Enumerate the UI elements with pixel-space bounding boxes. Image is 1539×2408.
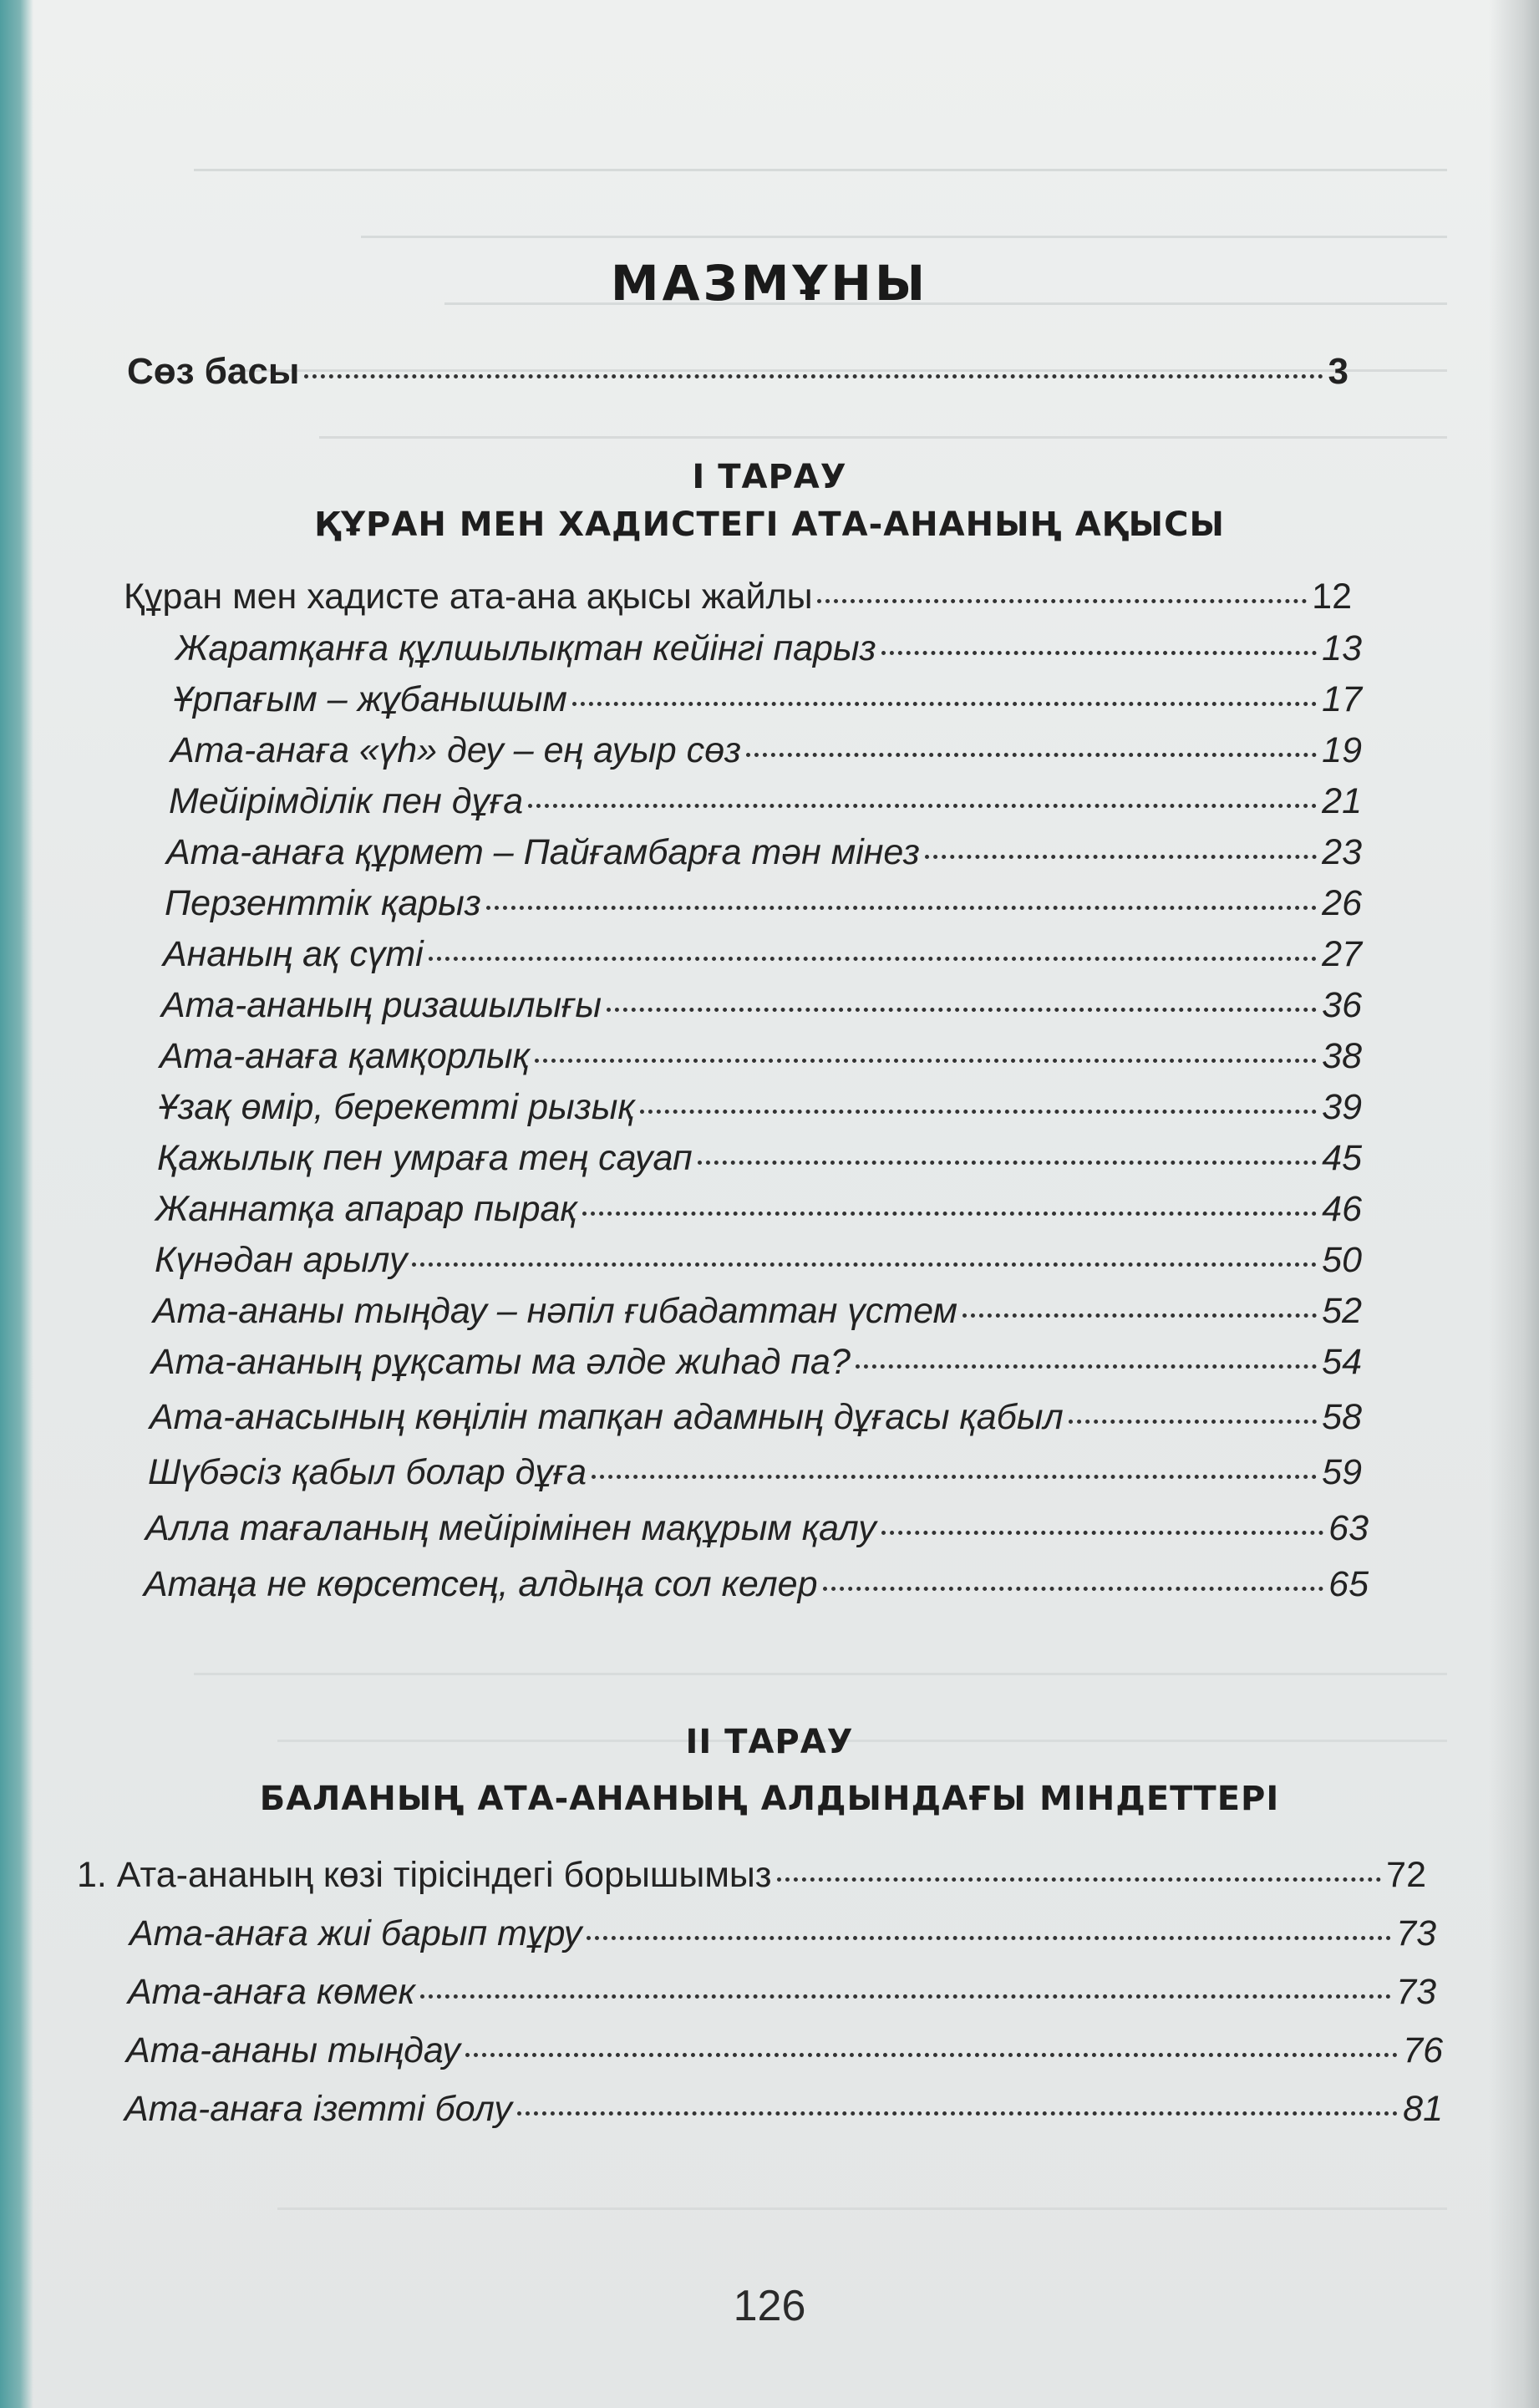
toc-entry-label: Ата-анаға ізетті болу (124, 2089, 512, 2129)
toc-entry[interactable] (124, 2089, 1443, 2130)
dot-leader (746, 753, 1317, 757)
toc-entry-label: Ата-ананы тыңдау (126, 2030, 460, 2070)
toc-entry-label: Ата-ананың ризашылығы (161, 985, 602, 1025)
toc-entry-page: 46 (1322, 1189, 1362, 1229)
dot-leader (465, 2053, 1398, 2057)
dot-leader (587, 1936, 1391, 1940)
toc-entry-label: Мейірімділік пен дұға (169, 781, 524, 821)
chapter-1-label: I ТАРАУ (692, 458, 847, 496)
toc-entry-intro[interactable] (127, 351, 1349, 393)
toc-entry-page: 59 (1322, 1452, 1362, 1492)
toc-entry-label: Жаннатқа апарар пырақ (155, 1189, 577, 1229)
toc-entry-label: Перзенттік қарыз (165, 883, 481, 923)
dot-leader (517, 2111, 1398, 2116)
toc-entry-label: Қажылық пен умраға тең сауап (157, 1138, 693, 1178)
toc-entry-label: Ата-анаға «үһ» деу – ең ауыр сөз (170, 730, 742, 770)
dot-leader (1069, 1420, 1317, 1424)
toc-entry-page: 65 (1328, 1564, 1369, 1604)
dot-leader (412, 1262, 1317, 1267)
toc-entry[interactable] (155, 1189, 1362, 1230)
toc-entry-label: Құран мен хадисте ата-ана ақысы жайлы (124, 577, 813, 617)
dot-leader (925, 855, 1317, 859)
toc-entry-label: Ананың ақ сүті (163, 934, 424, 974)
toc-entry[interactable] (126, 2030, 1443, 2071)
toc-entry-page: 73 (1396, 1913, 1436, 1953)
toc-entry[interactable] (155, 1240, 1362, 1281)
toc-entry-page: 36 (1322, 985, 1362, 1025)
toc-section[interactable] (77, 1855, 1426, 1896)
toc-entry-page: 52 (1322, 1291, 1362, 1331)
toc-entry[interactable] (158, 1087, 1362, 1128)
toc-entry[interactable] (161, 985, 1362, 1026)
chapter-2-heading: БАЛАНЫҢ АТА-АНАНЫҢ АЛДЫНДАҒЫ МІНДЕТТЕРІ (259, 1780, 1280, 1818)
toc-entry[interactable] (166, 832, 1362, 873)
toc-entry-label: Жаратқанға құлшылықтан кейінгі парыз (175, 628, 876, 668)
toc-entry[interactable] (130, 1913, 1436, 1954)
toc-entry-label: Атаңа не көрсетсең, алдыңа сол келер (144, 1564, 818, 1604)
toc-entry-label: Күнәдан арылу (155, 1240, 408, 1280)
toc-entry-label: Алла тағаланың мейірімінен мақұрым қалу (145, 1508, 876, 1548)
toc-title: МАЗМҰНЫ (610, 255, 929, 312)
toc-entry[interactable] (173, 679, 1362, 720)
page-left-edge (0, 0, 33, 2408)
toc-entry[interactable] (151, 1342, 1362, 1383)
toc-entry[interactable] (163, 934, 1362, 975)
dot-leader (777, 1877, 1382, 1882)
toc-entry-label: Ұзақ өмір, берекетті рызық (158, 1087, 635, 1127)
dot-leader (572, 702, 1317, 706)
toc-entry[interactable] (169, 781, 1362, 822)
dot-leader (535, 1059, 1317, 1063)
toc-entry-page: 58 (1322, 1397, 1362, 1437)
toc-entry-page: 73 (1396, 1972, 1436, 2012)
toc-entry-label: Ата-анаға жиі барып тұру (130, 1913, 582, 1953)
dot-leader (607, 1008, 1317, 1012)
toc-entry-label: Ата-ананы тыңдау – нәпіл ғибадаттан үстем (153, 1291, 958, 1331)
toc-entry-page: 13 (1322, 628, 1362, 668)
toc-section[interactable] (124, 577, 1352, 617)
toc-entry-page: 21 (1322, 781, 1362, 821)
toc-entry-page: 81 (1403, 2089, 1443, 2129)
toc-entry-page: 39 (1322, 1087, 1362, 1127)
toc-entry[interactable] (145, 1508, 1369, 1549)
toc-entry-page: 12 (1312, 577, 1352, 617)
dot-leader (528, 804, 1317, 808)
toc-entry-page: 76 (1403, 2030, 1443, 2070)
dot-leader (640, 1110, 1318, 1114)
toc-entry[interactable] (175, 628, 1362, 669)
toc-entry[interactable] (153, 1291, 1362, 1332)
dot-leader (823, 1587, 1324, 1591)
toc-entry-label: Ата-ананың рұқсаты ма әлде жиһад па? (151, 1342, 851, 1382)
toc-entry-page: 63 (1328, 1508, 1369, 1548)
toc-entry-page: 17 (1322, 679, 1362, 719)
toc-entry-page: 23 (1322, 832, 1362, 872)
toc-entry[interactable] (160, 1036, 1362, 1077)
toc-entry-label: Сөз басы (127, 351, 300, 392)
dot-leader (304, 374, 1323, 378)
dot-leader (698, 1161, 1318, 1165)
chapter-1-heading: ҚҰРАН МЕН ХАДИСТЕГІ АТА-АНАНЫҢ АҚЫСЫ (314, 505, 1225, 544)
toc-entry[interactable] (165, 883, 1362, 924)
toc-entry-page: 72 (1386, 1855, 1426, 1895)
toc-entry-page: 19 (1322, 730, 1362, 770)
page-number: 126 (733, 2282, 806, 2330)
toc-entry-label: Ұрпағым – жұбанышым (173, 679, 567, 719)
toc-entry[interactable] (144, 1564, 1369, 1605)
dot-leader (486, 906, 1317, 910)
dot-leader (856, 1364, 1317, 1369)
toc-entry-label: Ата-анаға көмек (128, 1972, 415, 2012)
toc-entry-page: 38 (1322, 1036, 1362, 1076)
toc-entry-page: 45 (1322, 1138, 1362, 1178)
dot-leader (582, 1212, 1317, 1216)
dot-leader (963, 1313, 1317, 1318)
toc-entry-label: Ата-анаға құрмет – Пайғамбарға тән мінез (166, 832, 920, 872)
toc-entry[interactable] (170, 730, 1362, 771)
dot-leader (817, 599, 1307, 603)
page-right-edge (1489, 0, 1539, 2408)
toc-entry[interactable] (150, 1397, 1362, 1438)
chapter-2-label: II ТАРАУ (685, 1723, 854, 1761)
dot-leader (592, 1475, 1317, 1479)
toc-entry-page: 54 (1322, 1342, 1362, 1382)
toc-entry-page: 27 (1322, 934, 1362, 974)
toc-entry-label: 1. Ата-ананың көзі тірісіндегі борышымыз (77, 1855, 772, 1895)
dot-leader (420, 1994, 1391, 1999)
toc-entry-page: 50 (1322, 1240, 1362, 1280)
toc-entry-page: 26 (1322, 883, 1362, 923)
toc-entry-label: Ата-анаға қамқорлық (160, 1036, 530, 1076)
toc-entry[interactable] (148, 1452, 1362, 1493)
dot-leader (881, 1531, 1323, 1535)
dot-leader (881, 651, 1318, 655)
toc-entry-label: Ата-анасының көңілін тапқан адамның дұғасы қабыл (150, 1397, 1064, 1437)
toc-entry[interactable] (128, 1972, 1436, 2013)
toc-entry-page: 3 (1328, 351, 1349, 392)
toc-entry-label: Шүбәсіз қабыл болар дұға (148, 1452, 587, 1492)
toc-entry[interactable] (157, 1138, 1362, 1179)
dot-leader (429, 957, 1317, 961)
